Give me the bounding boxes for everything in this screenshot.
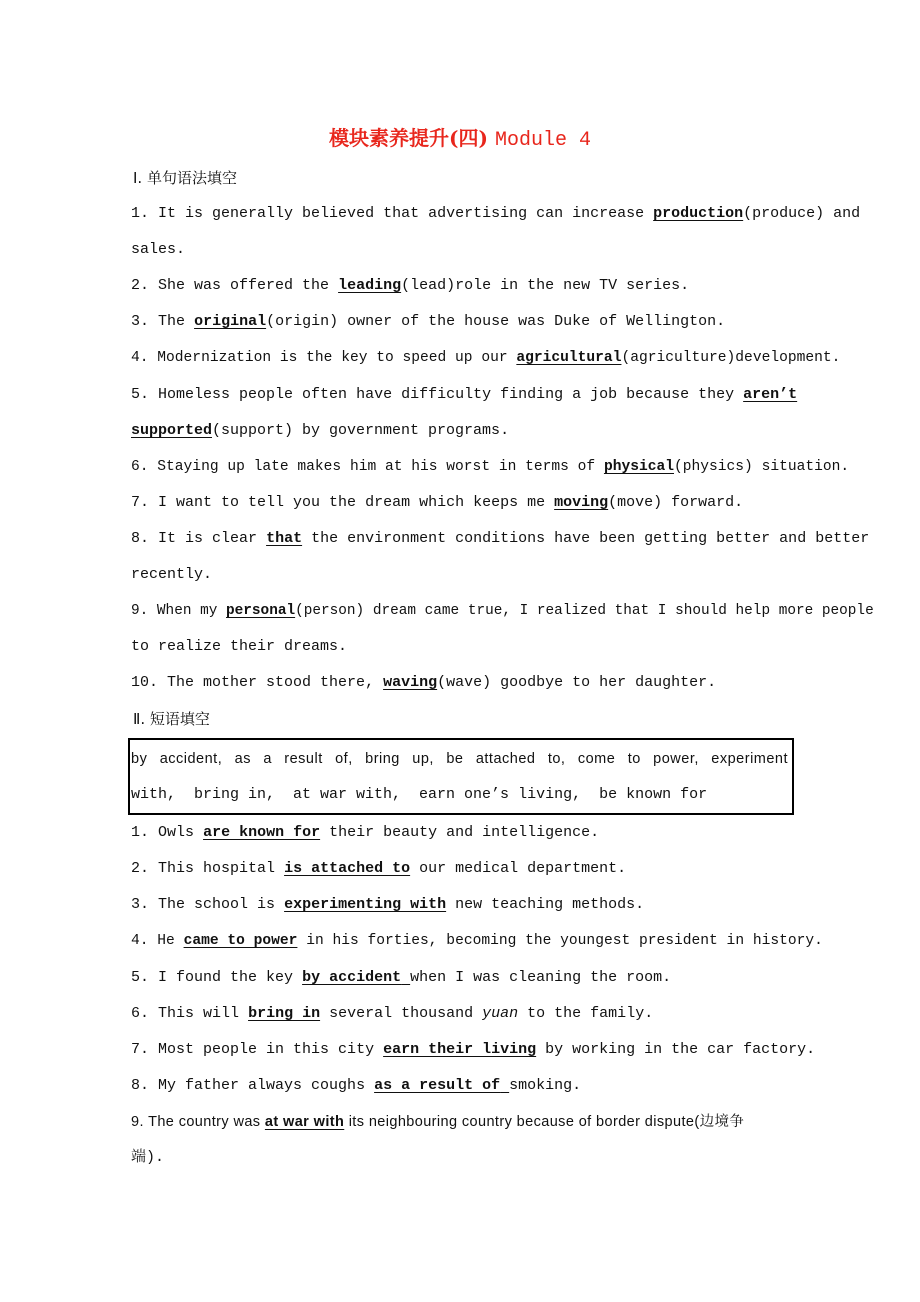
s1-item-6: 6. Staying up late makes him at his worst in terms of physical(physics) situation. (131, 459, 850, 475)
answer: aren’t (743, 386, 798, 403)
s1-item-8-cont: recently. (131, 566, 213, 583)
s2-item-9: 9. The country was at war with its neighbouring country because of border dispute(边境争 (131, 1114, 745, 1130)
answer: at war with (264, 1114, 345, 1130)
s1-item-3: 3. The original(origin) owner of the house was Duke of Wellington. (131, 313, 726, 330)
page-title (0, 122, 920, 152)
answer: came to power (183, 933, 298, 949)
answer: agricultural (516, 350, 622, 366)
answer: leading (338, 277, 402, 294)
s2-item-1: 1. Owls are known for their beauty and intelligence. (131, 824, 600, 841)
title-chinese: 模块素养提升(四) (329, 126, 488, 150)
answer: as a result of (374, 1077, 501, 1094)
s2-item-6: 6. This will bring in several thousand yuan to the family. (131, 1005, 654, 1022)
answer: that (266, 530, 303, 547)
s2-item-5: 5. I found the key by accident when I was cleaning the room. (131, 969, 672, 986)
s1-item-2: 2. She was offered the leading(lead)role in the new TV series. (131, 277, 690, 294)
section2-heading: Ⅱ. 短语填空 (133, 710, 210, 728)
answer: physical (603, 459, 674, 475)
s1-item-8: 8. It is clear that the environment conditions have been getting better and better (131, 530, 870, 547)
answer: bring in (248, 1005, 321, 1022)
phrase-bank-line-1: by accident, as a result of, bring up, be attached to, come to power, experiment (131, 751, 789, 767)
s2-item-4: 4. He came to power in his forties, becoming the youngest president in history. (131, 933, 823, 949)
answer: by accident (302, 969, 402, 986)
s1-item-9-cont: to realize their dreams. (131, 638, 348, 655)
answer: personal (226, 603, 296, 619)
answer: waving (383, 674, 438, 691)
s2-item-8: 8. My father always coughs as a result of smoking. (131, 1077, 582, 1094)
italic-word: yuan (482, 1005, 519, 1022)
s1-item-7: 7. I want to tell you the dream which keeps me moving(move) forward. (131, 494, 744, 511)
s1-item-9: 9. When my personal(person) dream came true, I realized that I should help more people (131, 603, 874, 619)
s1-item-5-cont: supported(support) by government programs. (131, 422, 510, 439)
answer: is attached to (284, 860, 411, 877)
title-module: Module 4 (494, 129, 591, 152)
s2-item-9-cont: 端). (131, 1149, 165, 1166)
s2-item-2: 2. This hospital is attached to our medical department. (131, 860, 627, 877)
s1-item-1: 1. It is generally believed that advertising can increase production(produce) and (131, 205, 861, 222)
s1-item-1-cont: sales. (131, 241, 186, 258)
answer: production (653, 205, 744, 222)
answer: experimenting with (284, 896, 447, 913)
answer: supported (131, 422, 213, 439)
s2-item-3: 3. The school is experimenting with new teaching methods. (131, 896, 645, 913)
s1-item-10: 10. The mother stood there, waving(wave) goodbye to her daughter. (131, 674, 717, 691)
answer: moving (554, 494, 609, 511)
s2-item-7: 7. Most people in this city earn their living by working in the car factory. (131, 1041, 816, 1058)
answer: are known for (203, 824, 321, 841)
answer: original (194, 313, 267, 330)
phrase-bank-line-2: with, bring in, at war with, earn one’s living, be known for (131, 786, 708, 803)
s1-item-5: 5. Homeless people often have difficulty finding a job because they aren’t (131, 386, 798, 403)
s1-item-4: 4. Modernization is the key to speed up our agricultural(agriculture)development. (131, 350, 841, 366)
answer: earn their living (383, 1041, 537, 1058)
section1-heading: Ⅰ. 单句语法填空 (133, 169, 237, 187)
